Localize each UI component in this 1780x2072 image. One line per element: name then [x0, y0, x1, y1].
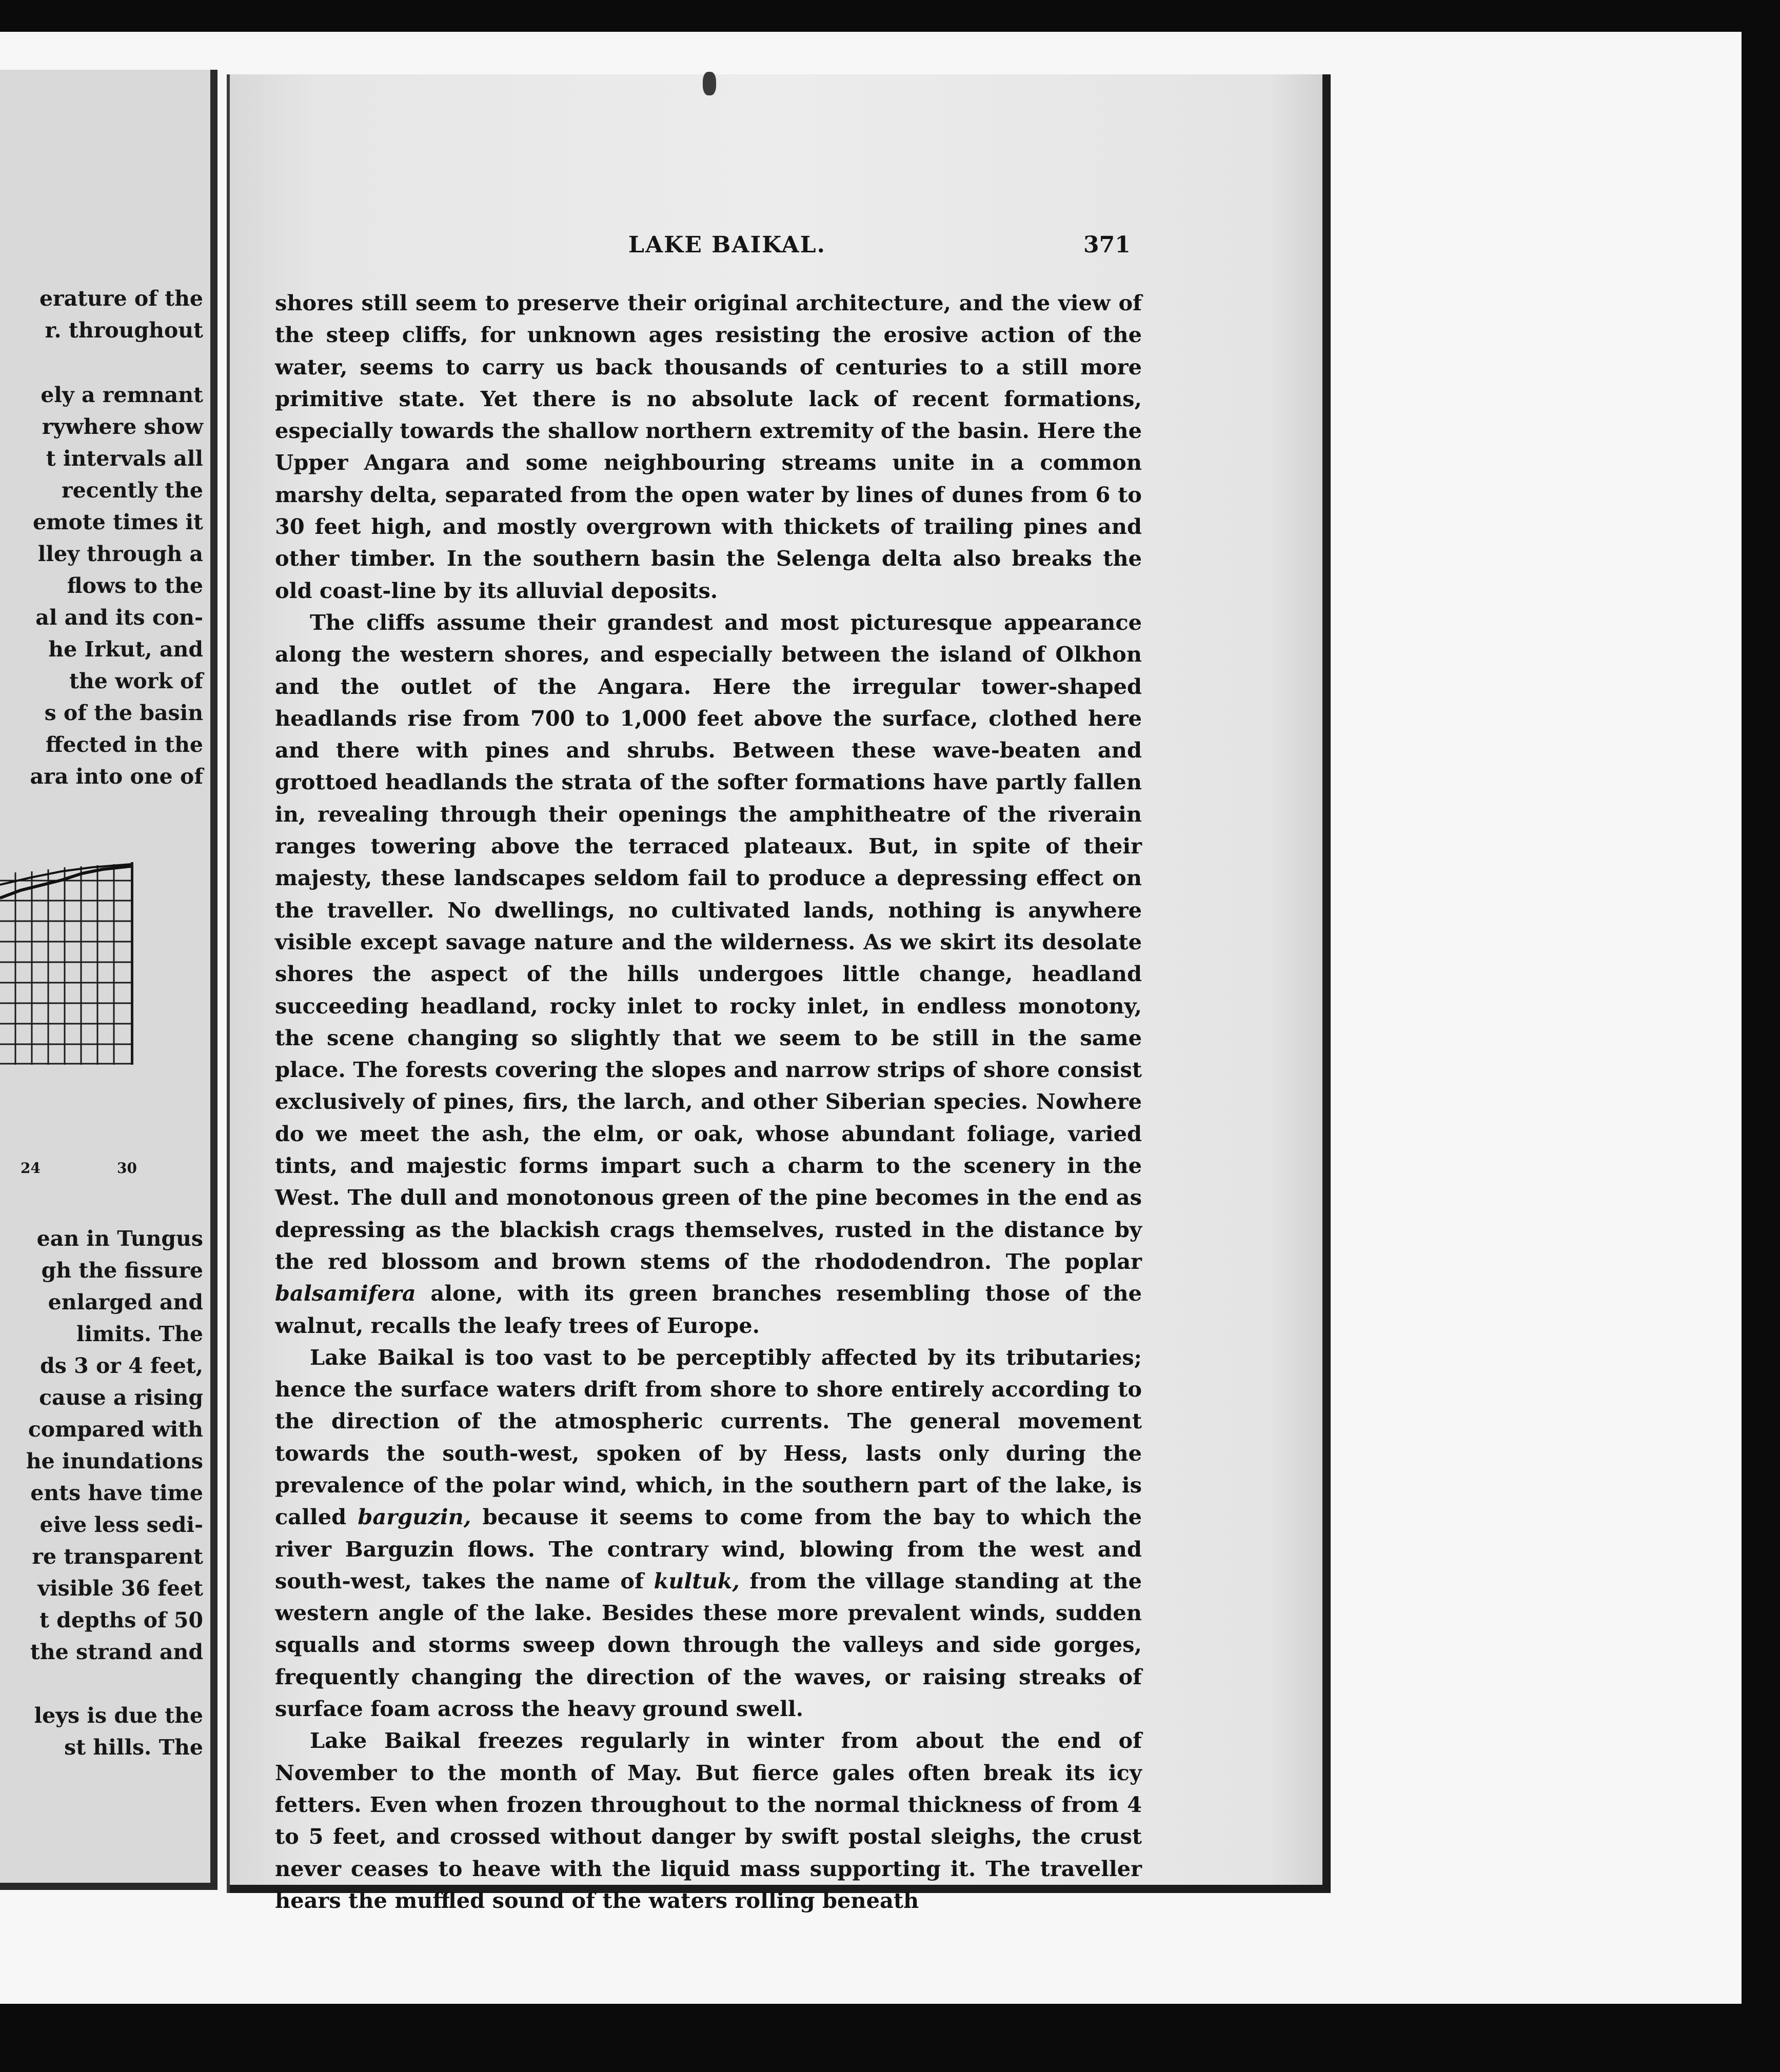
left-page-line: rywhere show	[42, 414, 203, 439]
left-page-line: ffected in the	[45, 732, 203, 757]
left-page-line: enlarged and	[48, 1290, 203, 1314]
italic-term: balsamifera	[275, 1281, 416, 1306]
paragraph	[275, 1725, 1142, 1917]
left-page-line: visible 36 feet	[37, 1576, 203, 1601]
left-page-line: gh the fissure	[41, 1258, 203, 1283]
left-page-line: the work of	[69, 669, 203, 693]
left-page-line: cause a rising	[39, 1385, 203, 1410]
left-page-line: eive less sedi-	[39, 1512, 203, 1537]
page-number: 371	[1083, 232, 1131, 258]
left-page-line: s of the basin	[44, 701, 203, 725]
paragraph-text: The cliffs assume their grandest and most picturesque appearance along the western shores, and especially between the island of Olkhon and the outlet of the Angara. Here the irregular tower-shaped headlands rise from 700 to 1,000 feet above the surface, clothed here and there with pines and shrubs. Between these wave-beaten and grottoed headlands the strata of the softer formations have partly fallen in, revealing through their openings the amphitheatre of the riverain ranges towering above the terraced plateaux. But, in spite of their majesty, these landscapes seldom fail to produce a depressing effect on the traveller. No dwellings, no cultivated lands, nothing is anywhere visible except savage nature and the wilderness. As we skirt its desolate shores the aspect of the hills undergoes little change, headland succeeding headland, rocky inlet to rocky inlet, in endless monotony, the scene changing so slightly that we seem to be still in the same place. The forests covering the slopes and narrow strips of shore consist exclusively of pines, firs, the larch, and other Siberian species. Nowhere do we meet the ash, the elm, or oak, whose abundant foliage, varied tints, and majestic forms impart such a charm to the scenery in the West. The dull and monotonous green of the pine becomes in the end as depressing as the blackish crags themselves, rusted in the distance by the red blossom and brown stems of the rhododendron. The poplar	[275, 609, 1142, 1274]
left-page-line: t intervals all	[46, 446, 203, 471]
left-page-line: re transparent	[32, 1544, 203, 1569]
left-page-line: ds 3 or 4 feet,	[40, 1353, 203, 1378]
paragraph	[275, 287, 1142, 607]
left-page	[0, 70, 217, 1890]
left-page-line: ara into one of	[30, 764, 203, 789]
left-page-line: ents have time	[30, 1481, 203, 1505]
left-page-line: recently the	[62, 478, 203, 503]
left-page-line: he inundations	[26, 1449, 203, 1473]
left-page-graph	[0, 862, 133, 1065]
paragraph-text: from the village standing at the western angle of the lake. Besides these more prevalent winds, sudden squalls and storms sweep down through the valleys and side gorges, frequently changing the direction of the waves, or raising streaks of surface foam across the heavy ground swell.	[275, 1568, 1142, 1722]
paragraph-text: because it seems to come from the bay to which the river Barguzin flows. The contrary wind, blowing from the west and south-west, takes the name of	[275, 1504, 1142, 1593]
paragraph-text: Lake Baikal is too vast to be perceptibly affected by its tributaries; hence the surface waters drift from shore to shore entirely according to the direction of the atmospheric currents. The general movement towards the south-west, spoken of by Hess, lasts only during the prevalence of the polar wind, which, in the southern part of the lake, is called	[275, 1344, 1142, 1530]
left-page-line: the strand and	[30, 1640, 203, 1664]
paragraph	[275, 607, 1142, 1342]
left-page-line: limits. The	[76, 1322, 203, 1346]
left-page-line: st hills. The	[64, 1735, 203, 1760]
left-page-line: emote times it	[33, 510, 203, 534]
scan-blemish	[703, 72, 716, 95]
italic-term: kultuk,	[654, 1568, 740, 1593]
left-page-line: r. throughout	[45, 318, 203, 343]
left-graph-tick: 24	[21, 1160, 41, 1177]
left-page-line: ely a remnant	[41, 383, 203, 407]
italic-term: barguzin,	[358, 1504, 471, 1530]
running-head: LAKE BAIKAL.	[628, 232, 826, 258]
left-page-line: ean in Tungus	[36, 1226, 203, 1251]
left-graph-tick: 30	[117, 1160, 137, 1177]
paragraph-text: shores still seem to preserve their original architecture, and the view of the steep cliffs, for unknown ages resisting the erosive action of the water, seems to carry us back thousands of centuries to a still more primitive state. Yet there is no absolute lack of recent formations, especially towards the shallow northern extremity of the basin. Here the Upper Angara and some neighbouring streams unite in a common marshy delta, separated from the open water by lines of dunes from 6 to 30 feet high, and mostly overgrown with thickets of trailing pines and other timber. In the southern basin the Selenga delta also breaks the old coast-line by its alluvial deposits.	[275, 290, 1142, 603]
body-text	[275, 287, 1142, 1917]
left-page-line: erature of the	[39, 286, 203, 311]
left-page-line: flows to the	[67, 573, 203, 598]
left-page-line: he Irkut, and	[48, 637, 203, 662]
left-page-line: leys is due the	[34, 1703, 203, 1728]
paragraph-text: alone, with its green branches resembling those of the walnut, recalls the leafy trees of Europe.	[275, 1281, 1142, 1338]
paragraph-text: Lake Baikal freezes regularly in winter from about the end of November to the month of May. But fierce gales often break its icy fetters. Even when frozen throughout to the normal thickness of from 4 to 5 feet, and crossed without danger by swift postal sleighs, the crust never ceases to heave with the liquid mass supporting it. The traveller hears the muffled sound of the waters rolling beneath	[275, 1728, 1142, 1913]
left-page-line: compared with	[28, 1417, 203, 1442]
left-page-line: al and its con-	[35, 605, 203, 630]
paragraph	[275, 1342, 1142, 1725]
left-page-line: lley through a	[37, 542, 203, 566]
left-page-line: t depths of 50	[39, 1608, 203, 1632]
